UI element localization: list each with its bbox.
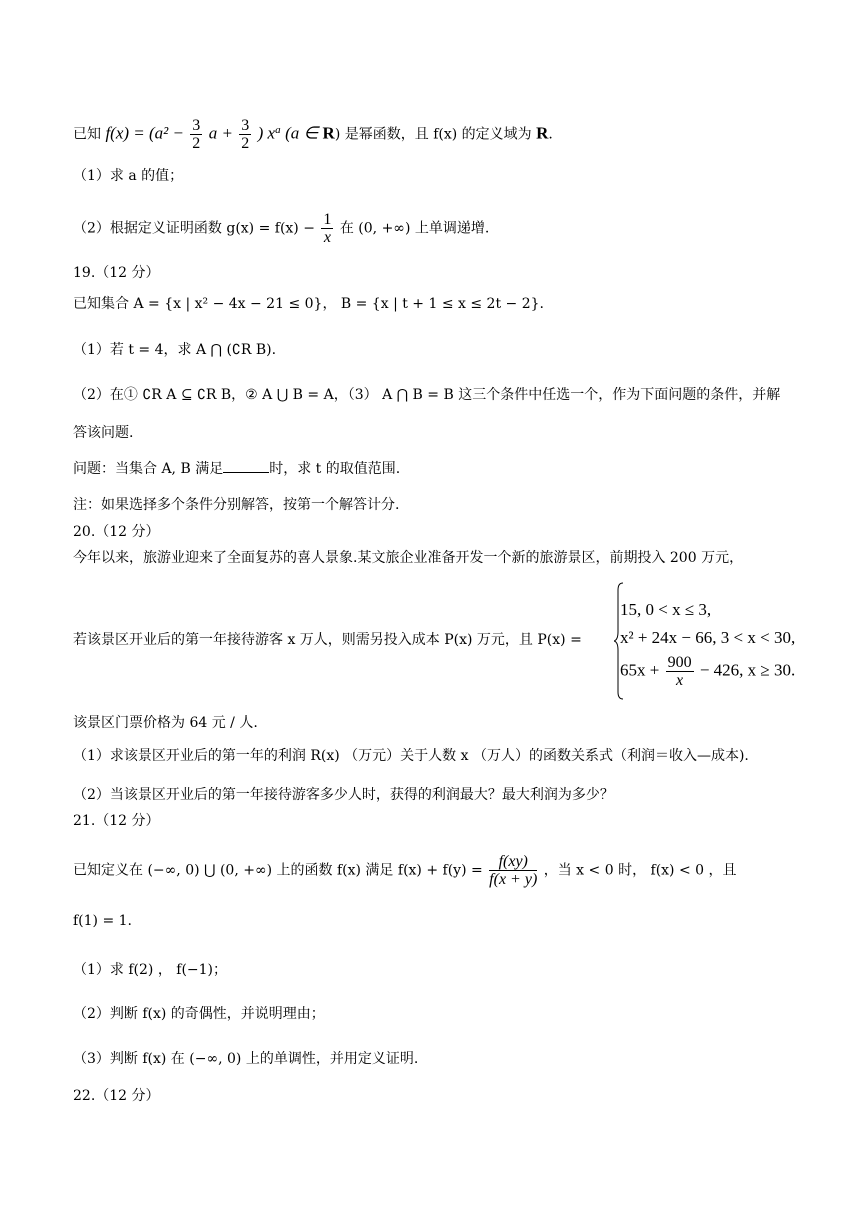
q20-header: 20.（12 分） — [73, 524, 160, 540]
q18-frac-2-num: 3 — [241, 117, 250, 134]
q21-line1 — [73, 853, 737, 888]
q20-case3 — [620, 654, 795, 689]
q19-part2-a: （2）在① ∁R A ⊆ ∁R B，② A ⋃ B = A，（3） A ⋂ B = B 这三个条件中任选一个，作为下面问题的条件，并解 — [73, 387, 781, 403]
q19-part2-b: 答该问题. — [73, 425, 134, 441]
q19-part1: （1）若 t = 4，求 A ⋂ (∁R B). — [73, 342, 277, 358]
q18-part2 — [73, 211, 489, 246]
q18-intro-b: ) 是幂函数，且 f(x) 的定义域为 — [334, 126, 537, 143]
q18-intro-text: 已知 — [73, 126, 101, 143]
q18-part2-b: 在 (0, +∞) 上单调递增. — [339, 220, 490, 237]
q21-line1-a: 已知定义在 (−∞, 0) ⋃ (0, +∞) 上的函数 f(x) 满足 f(x) + f(y) = — [73, 862, 483, 879]
q22-header: 22.（12 分） — [73, 1088, 160, 1104]
q20-case2: x² + 24x − 66, 3 < x < 30, — [620, 628, 796, 647]
q18-func-def: f(x) = (a² − — [105, 123, 189, 143]
q20-case3-num: 900 — [667, 654, 692, 671]
q21-frac-num: f(xy) — [489, 853, 537, 871]
q18-mid-1: a + — [208, 123, 238, 143]
q20-line3: 该景区门票价格为 64 元 / 人. — [73, 715, 258, 731]
q18-frac-2 — [239, 117, 251, 152]
q21-line1-b: ，当 x < 0 时， f(x) < 0 ，且 — [543, 862, 737, 879]
q18-real-set: R — [322, 123, 335, 143]
q18-frac-1-den: 2 — [192, 135, 201, 152]
q18-frac-2-den: 2 — [241, 135, 250, 152]
q20-case3-b: − 426, x ≥ 30. — [695, 660, 796, 680]
q18-part2-frac-num: 1 — [323, 211, 332, 228]
q21-part1: （1）求 f(2) ， f(−1)； — [73, 962, 228, 978]
q18-end: . — [548, 126, 553, 143]
q20-case3-den: x — [676, 672, 684, 689]
q21-line2: f(1) = 1. — [73, 913, 133, 929]
q18-exponent: a — [275, 123, 281, 136]
q20-line2: 若该景区开业后的第一年接待游客 x 万人，则需另投入成本 P(x) 万元，且 P(x) = — [73, 632, 582, 648]
q18-part1: （1）求 a 的值； — [73, 168, 184, 184]
q19-sets: 已知集合 A = {x | x² − 4x − 21 ≤ 0}， B = {x | t + 1 ≤ x ≤ 2t − 2}. — [73, 296, 544, 312]
q18-real-set-2: R — [536, 123, 549, 143]
q21-frac — [489, 853, 537, 888]
q19-problem-a: 问题：当集合 A, B 满足 — [73, 461, 224, 477]
q20-line1: 今年以来，旅游业迎来了全面复苏的喜人景象.某文旅企业准备开发一个新的旅游景区，前期投入 200 万元， — [73, 550, 744, 566]
q19-problem — [73, 458, 400, 479]
q21-header: 21.（12 分） — [73, 813, 160, 829]
q20-piecewise — [614, 582, 834, 702]
q19-problem-b: 时，求 t 的取值范围. — [269, 461, 401, 477]
q20-case1: 15, 0 < x ≤ 3, — [620, 600, 712, 619]
q18-frac-1-num: 3 — [192, 117, 201, 134]
q18-part2-a: （2）根据定义证明函数 g(x) = f(x) − — [73, 220, 320, 237]
q20-case3-frac — [666, 654, 694, 689]
q20-part1: （1）求该景区开业后的第一年的利润 R(x) （万元）关于人数 x （万人）的函数关系式（利润＝收入—成本). — [73, 748, 749, 764]
q20-part2: （2）当该景区开业后的第一年接待游客多少人时，获得的利润最大？最大利润为多少？ — [73, 787, 614, 803]
q18-statement — [73, 117, 553, 152]
q18-part2-frac-den: x — [323, 229, 331, 246]
q19-answer-blank — [223, 458, 269, 473]
q18-mid-3: (a ∈ — [285, 123, 323, 143]
q19-note: 注：如果选择多个条件分别解答，按第一个解答计分. — [73, 497, 400, 513]
q19-header: 19.（12 分） — [73, 265, 160, 281]
q21-part2: （2）判断 f(x) 的奇偶性，并说明理由； — [73, 1006, 325, 1022]
q21-part3: （3）判断 f(x) 在 (−∞, 0) 上的单调性，并用定义证明. — [73, 1051, 419, 1067]
q20-case3-a: 65x + — [620, 660, 664, 680]
q21-frac-den: f(x + y) — [489, 871, 538, 888]
q18-part2-frac — [321, 211, 333, 246]
q18-frac-1 — [190, 117, 202, 152]
q18-mid-2: ) x — [257, 123, 276, 143]
